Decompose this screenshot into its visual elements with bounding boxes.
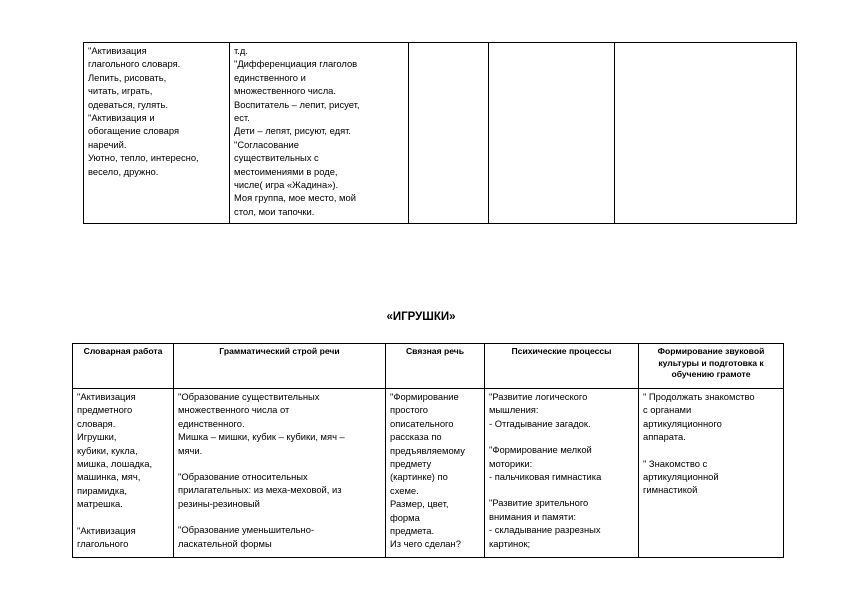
- cell-text-line: прилагательных: из меха-меховой, из: [178, 484, 342, 496]
- cell-text-line: множественного числа.: [234, 85, 336, 97]
- table-row: [73, 389, 784, 558]
- cell-text-line: стол, мои тапочки.: [234, 205, 315, 217]
- cell-text-line: артикуляционного: [643, 417, 722, 429]
- cell-text-line: мячи.: [178, 444, 203, 456]
- cell-text-line: " Продолжать знакомство: [643, 391, 755, 402]
- cell-text-line: рассказа по: [390, 431, 442, 443]
- cell-mental-processes: [485, 389, 639, 558]
- top-table: [83, 42, 797, 224]
- table-header-row: [73, 344, 784, 389]
- cell-text-line: (картинке) по: [390, 471, 448, 483]
- cell-text-line: с органами: [643, 404, 692, 416]
- cell-text-line: описательного: [390, 417, 454, 429]
- cell-text-line: существительных с: [234, 152, 319, 164]
- cell-text-line: машинка, мяч,: [77, 471, 141, 483]
- bottom-table: [72, 343, 784, 558]
- cell-text-line: "Активизация: [88, 45, 147, 56]
- cell-text-line: [178, 510, 381, 523]
- cell-text-line: читать, играть,: [88, 85, 153, 97]
- cell-text-line: аппарата.: [643, 431, 686, 443]
- cell-sound-culture: [639, 389, 784, 558]
- cell-text-line: "Образование существительных: [178, 391, 320, 402]
- cell-text-line: обогащение словаря: [88, 125, 180, 137]
- cell-text-line: кубики, кукла,: [77, 444, 138, 456]
- cell-text-line: множественного числа от: [178, 404, 290, 416]
- cell-text-line: ест.: [234, 112, 250, 124]
- cell-text-line: "Формирование мелкой: [489, 444, 592, 456]
- cell-text-line: - пальчиковая гимнастика: [489, 471, 602, 483]
- cell-text-line: "Активизация: [77, 391, 136, 402]
- cell-text-line: весело, дружно.: [88, 165, 159, 177]
- cell-text-line: Размер, цвет,: [390, 498, 449, 510]
- cell-text-line: числе( игра «Жадина»).: [234, 179, 339, 191]
- header-vocabulary: Словарная работа: [73, 344, 174, 389]
- cell-text-line: схеме.: [390, 484, 419, 496]
- header-coherent-speech: Связная речь: [386, 344, 485, 389]
- cell-text-line: "Активизация и: [88, 112, 155, 124]
- top-cell-empty-3: [409, 43, 489, 224]
- cell-text-line: картинок;: [489, 537, 531, 549]
- cell-text-line: [178, 457, 381, 470]
- cell-coherent-speech: [386, 389, 485, 558]
- cell-text-line: "Формирование: [390, 391, 459, 402]
- cell-text-line: мишка, лошадка,: [77, 458, 153, 470]
- cell-text-line: глагольного: [77, 538, 129, 550]
- cell-grammar: [174, 389, 386, 558]
- cell-text-line: [489, 483, 634, 496]
- cell-text-line: Воспитатель – лепит, рисует,: [234, 98, 360, 110]
- cell-vocabulary: [73, 389, 174, 558]
- cell-text-line: т.д.: [234, 45, 248, 56]
- header-grammar: Грамматический строй речи: [174, 344, 386, 389]
- cell-text-line: одеваться, гулять.: [88, 98, 168, 110]
- cell-text-line: "Дифференциация глаголов: [234, 58, 358, 70]
- top-cell-vocabulary: [84, 43, 230, 224]
- top-cell-grammar: [230, 43, 409, 224]
- cell-text-line: простого: [390, 404, 429, 416]
- cell-text-line: [489, 430, 634, 443]
- cell-text-line: Уютно, тепло, интересно,: [88, 152, 199, 164]
- cell-text-line: предметного: [77, 404, 133, 416]
- cell-text-line: предъявляемому: [390, 444, 465, 456]
- header-mental-processes: Психические процессы: [485, 344, 639, 389]
- cell-text-line: словаря.: [77, 417, 116, 429]
- cell-text-line: единственного.: [178, 417, 245, 429]
- cell-text-line: "Развитие логического: [489, 391, 588, 402]
- cell-text-line: "Согласование: [234, 138, 299, 150]
- cell-text-line: предмету: [390, 458, 432, 470]
- cell-text-line: - Отгадывание загадок.: [489, 417, 591, 429]
- cell-text-line: гимнастикой: [643, 484, 698, 496]
- cell-text-line: Моя группа, мое место, мой: [234, 192, 356, 204]
- cell-text-line: [77, 511, 169, 524]
- cell-text-line: Игрушки,: [77, 431, 117, 443]
- cell-text-line: Лепить, рисовать,: [88, 71, 167, 83]
- cell-text-line: "Образование относительных: [178, 471, 308, 483]
- cell-text-line: моторики:: [489, 457, 533, 469]
- cell-text-line: глагольного словаря.: [88, 58, 181, 70]
- cell-text-line: матрешка.: [77, 498, 123, 510]
- section-title: «ИГРУШКИ»: [386, 311, 456, 323]
- cell-text-line: Дети – лепят, рисуют, едят.: [234, 125, 352, 137]
- cell-text-line: пирамидка,: [77, 484, 128, 496]
- cell-text-line: ласкательной формы: [178, 537, 272, 549]
- cell-text-line: предмета.: [390, 525, 435, 537]
- cell-text-line: мышления:: [489, 404, 539, 416]
- cell-text-line: местоимениями в роде,: [234, 165, 338, 177]
- cell-text-line: - складывание разрезных: [489, 524, 601, 536]
- cell-text-line: "Развитие зрительного: [489, 497, 589, 509]
- cell-text-line: наречий.: [88, 138, 127, 150]
- top-cell-empty-4: [489, 43, 615, 224]
- cell-text-line: "Активизация: [77, 524, 136, 536]
- cell-text-line: Из чего сделан?: [390, 538, 461, 550]
- cell-text-line: "Образование уменьшительно-: [178, 524, 315, 536]
- top-cell-empty-5: [615, 43, 797, 224]
- cell-text-line: артикуляционной: [643, 471, 719, 483]
- header-sound-culture: Формирование звуковой культуры и подготовка к обучению грамоте: [639, 344, 784, 389]
- cell-text-line: [643, 444, 779, 457]
- cell-text-line: единственного и: [234, 71, 306, 83]
- cell-text-line: резины-резиновый: [178, 497, 260, 509]
- cell-text-line: " Знакомство с: [643, 457, 708, 469]
- cell-text-line: внимания и памяти:: [489, 510, 576, 522]
- cell-text-line: Мишка – мишки, кубик – кубики, мяч –: [178, 431, 345, 443]
- table-row: [84, 43, 797, 224]
- cell-text-line: форма: [390, 511, 420, 523]
